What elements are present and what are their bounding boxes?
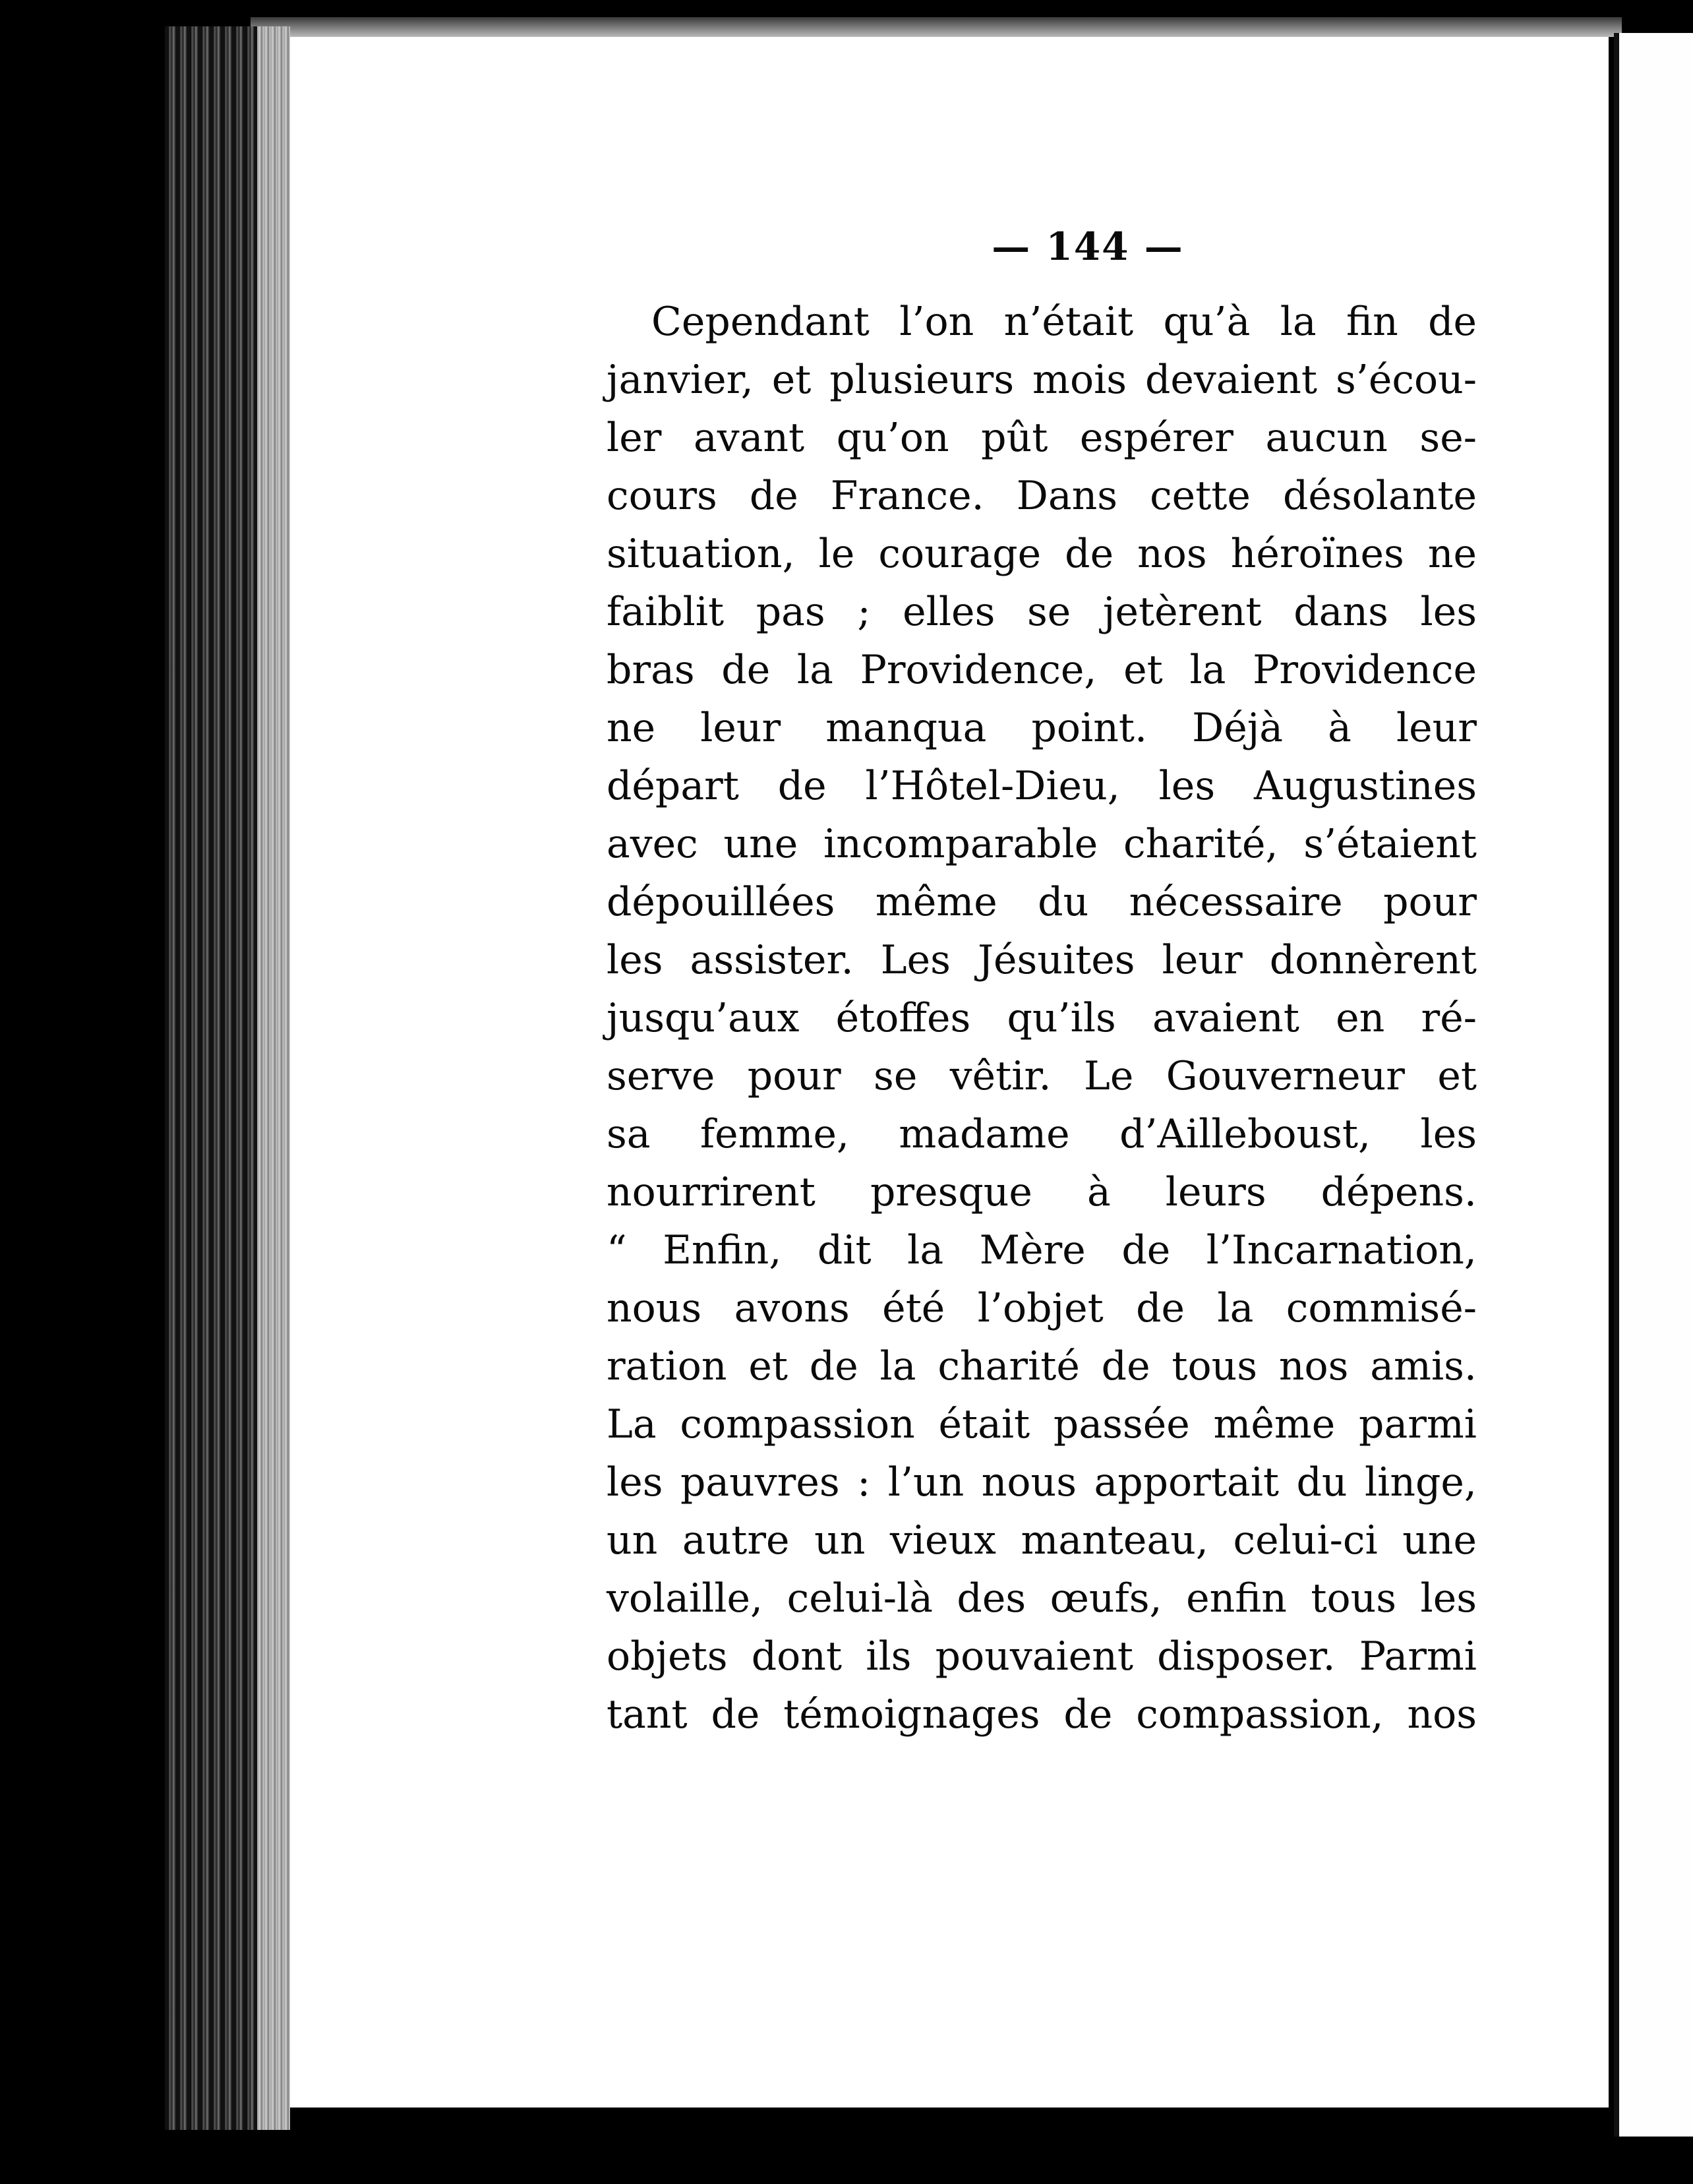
text-line: les assister. Les Jésuites leur donnèrent (607, 937, 1477, 983)
text-line: ne leur manqua point. Déjà à leur (607, 705, 1477, 751)
text-line: un autre un vieux manteau, celui-ci une (607, 1517, 1477, 1563)
text-line: jusqu’aux étoffes qu’ils avaient en ré- (607, 995, 1477, 1041)
text-line: faiblit pas ; elles se jetèrent dans les (607, 589, 1477, 635)
text-line: volaille, celui-là des œufs, enfin tous les (607, 1575, 1477, 1622)
text-line: Cependant l’on n’était qu’à la fin de (651, 299, 1477, 345)
text-line: serve pour se vêtir. Le Gouverneur et (607, 1053, 1477, 1099)
text-line: janvier, et plusieurs mois devaient s’écou- (607, 357, 1477, 403)
text-line: ler avant qu’on pût espérer aucun se- (607, 415, 1477, 461)
text-line: objets dont ils pouvaient disposer. Parmi (607, 1633, 1477, 1680)
text-line: avec une incomparable charité, s’étaient (607, 821, 1477, 867)
text-line: tant de témoignages de compassion, nos (607, 1691, 1477, 1738)
text-line: nous avons été l’objet de la commisé- (607, 1285, 1477, 1331)
text-line: “ Enfin, dit la Mère de l’Incarnation, (607, 1227, 1477, 1273)
page-number: — 144 — (992, 224, 1184, 269)
facing-page-edge (1614, 33, 1693, 2137)
book-top-edge (251, 17, 1622, 37)
text-line: dépouillées même du nécessaire pour (607, 879, 1477, 925)
text-line: départ de l’Hôtel-Dieu, les Augustines (607, 763, 1477, 809)
book-spine-strip (257, 26, 290, 2130)
text-line: nourrirent presque à leurs dépens. (607, 1169, 1477, 1215)
text-line: situation, le courage de nos héroïnes ne (607, 531, 1477, 577)
text-line: les pauvres : l’un nous apportait du linge, (607, 1459, 1477, 1505)
text-line: bras de la Providence, et la Providence (607, 647, 1477, 693)
page-text-block (607, 224, 1477, 1744)
text-line: La compassion était passée même parmi (607, 1401, 1477, 1447)
text-line: cours de France. Dans cette désolante (607, 473, 1477, 519)
text-line: ration et de la charité de tous nos amis. (607, 1343, 1477, 1389)
text-line: sa femme, madame d’Ailleboust, les (607, 1111, 1477, 1157)
